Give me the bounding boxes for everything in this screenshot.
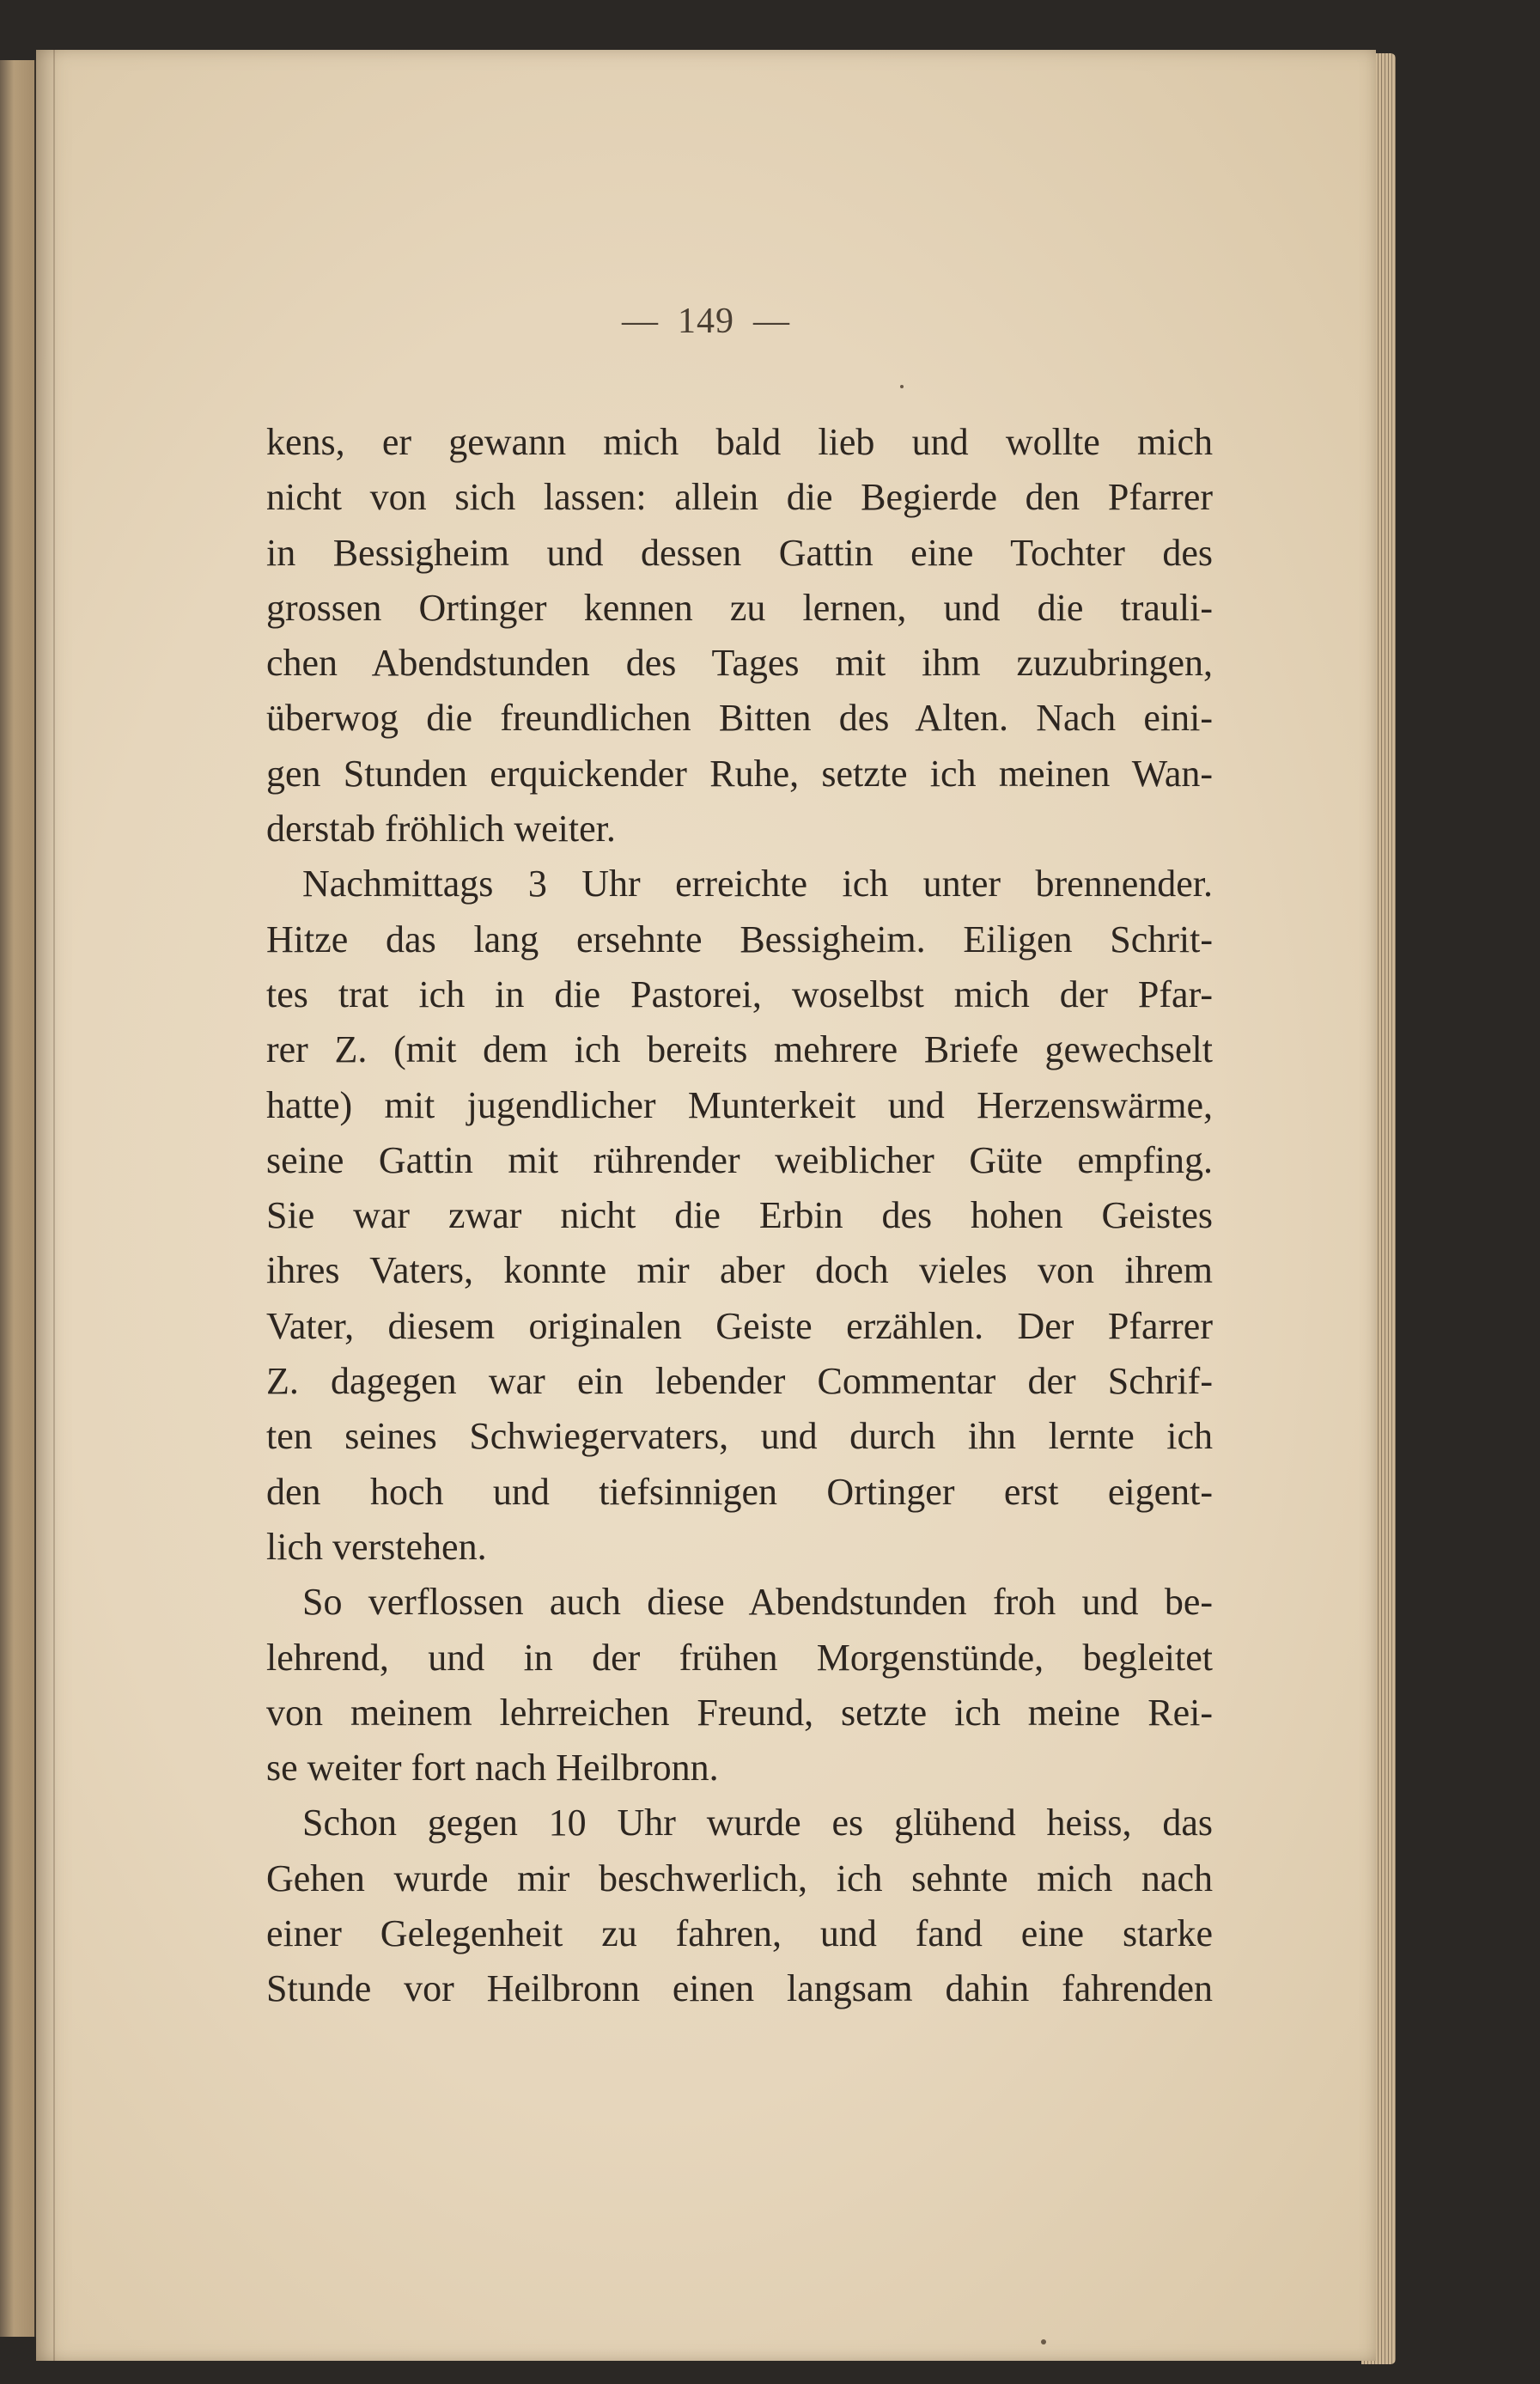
text-line: Schon gegen 10 Uhr wurde es glühend heiss, das xyxy=(302,1802,1213,1844)
text-line: einer Gelegenheit zu fahren, und fand eine starke xyxy=(266,1912,1213,1955)
text-line: se weiter fort nach Heilbronn. xyxy=(266,1747,719,1790)
text-line: ten seines Schwiegervaters, und durch ihn lernte ich xyxy=(266,1415,1213,1458)
ink-speck xyxy=(900,385,904,388)
text-line: rer Z. (mit dem ich bereits mehrere Briefe gewechselt xyxy=(266,1028,1213,1071)
text-line: seine Gattin mit rührender weiblicher Güte empfing. xyxy=(266,1138,1213,1181)
text-line: Stunde vor Heilbronn einen langsam dahin fahrenden xyxy=(266,1967,1213,2010)
text-line: tes trat ich in die Pastorei, woselbst mich der Pfar- xyxy=(266,973,1213,1015)
header-dash-right: — xyxy=(753,302,790,341)
text-line: von meinem lehrreichen Freund, setzte ich meine Rei- xyxy=(266,1691,1213,1734)
text-line: nicht von sich lassen: allein die Begierde den Pfarrer xyxy=(266,476,1213,519)
text-line: Gehen wurde mir beschwerlich, ich sehnte mich nach xyxy=(266,1857,1213,1899)
text-line: grossen Ortinger kennen zu lernen, und die trauli- xyxy=(266,586,1213,629)
text-line: So verflossen auch diese Abendstunden froh und be- xyxy=(302,1581,1213,1624)
book-page xyxy=(36,50,1376,2361)
text-line: Z. dagegen war ein lebender Commentar der Schrif- xyxy=(266,1360,1213,1403)
text-line: den hoch und tiefsinnigen Ortinger erst eigent- xyxy=(266,1470,1213,1513)
page-number: 149 xyxy=(678,302,734,341)
header-dash-left: — xyxy=(622,302,659,341)
text-line: kens, er gewann mich bald lieb und wollte mich xyxy=(266,421,1213,463)
ink-speck xyxy=(1041,2339,1046,2344)
previous-page-edge xyxy=(0,60,36,2337)
text-line: derstab fröhlich weiter. xyxy=(266,808,616,851)
text-line: gen Stunden erquickender Ruhe, setzte ich meinen Wan- xyxy=(266,752,1213,795)
text-line: Nachmittags 3 Uhr erreichte ich unter brennender. xyxy=(302,863,1213,905)
text-line: hatte) mit jugendlicher Munterkeit und Herzenswärme, xyxy=(266,1083,1213,1126)
text-line: Vater, diesem originalen Geiste erzählen. Der Pfarrer xyxy=(266,1304,1213,1347)
text-line: in Bessigheim und dessen Gattin eine Tochter des xyxy=(266,531,1213,574)
running-header xyxy=(36,301,1376,342)
text-line: lich verstehen. xyxy=(266,1525,487,1568)
text-line: lehrend, und in der frühen Morgenstünde, begleitet xyxy=(266,1636,1213,1679)
text-line: Hitze das lang ersehnte Bessigheim. Eiligen Schrit- xyxy=(266,918,1213,960)
text-line: ihres Vaters, konnte mir aber doch vieles von ihrem xyxy=(266,1249,1213,1292)
text-line: überwog die freundlichen Bitten des Alten. Nach eini- xyxy=(266,697,1213,740)
gutter-shadow xyxy=(53,50,55,2361)
text-line: chen Abendstunden des Tages mit ihm zuzubringen, xyxy=(266,642,1213,685)
page-body-text xyxy=(266,415,1213,2017)
text-line: Sie war zwar nicht die Erbin des hohen Geistes xyxy=(266,1194,1213,1237)
